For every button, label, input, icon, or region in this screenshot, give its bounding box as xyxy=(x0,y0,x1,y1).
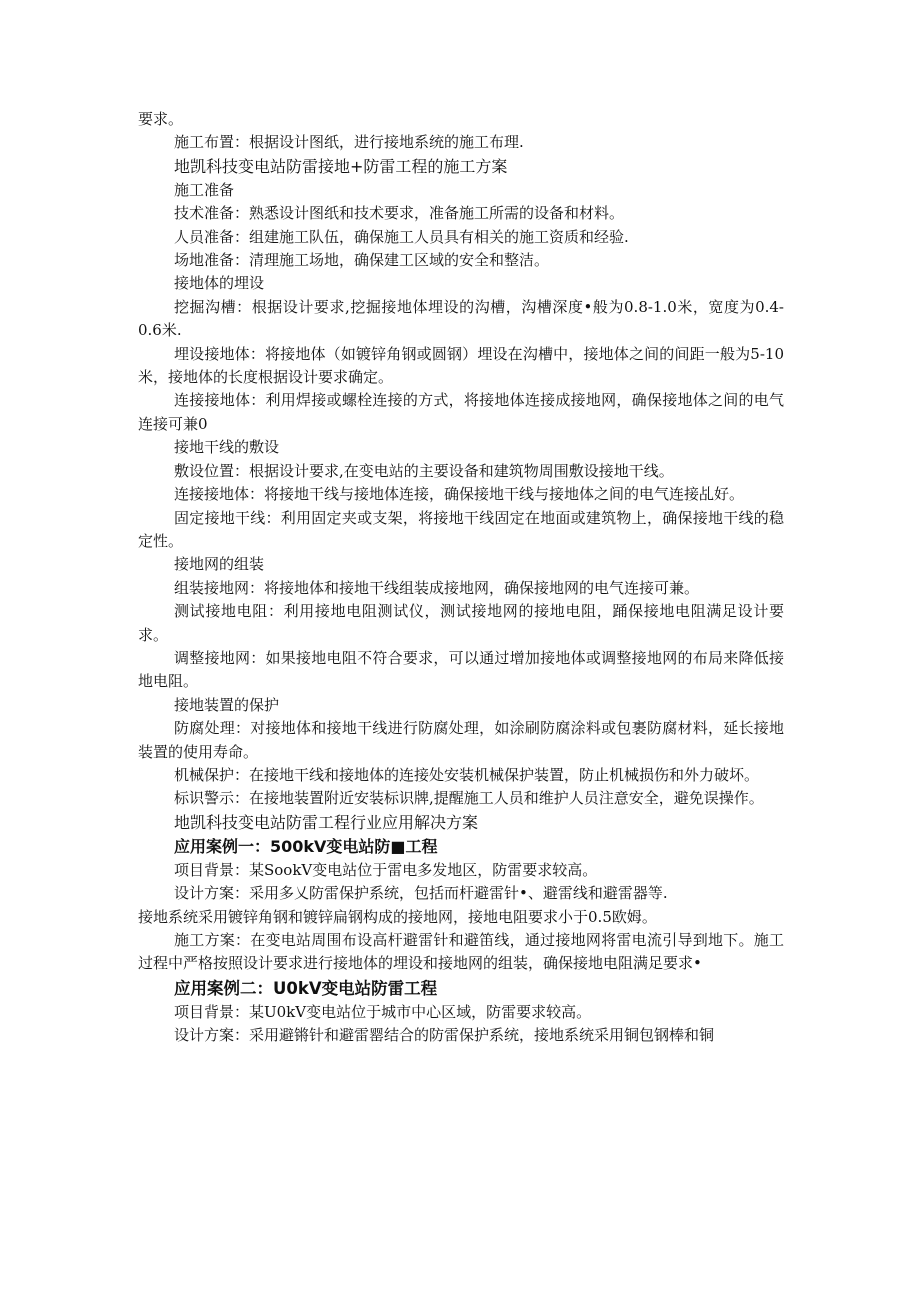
paragraph: 挖掘沟槽：根据设计要求,挖掘接地体埋设的沟槽，沟槽深度•般为0.8-1.0米，宽度为0.4-0.6米. xyxy=(138,297,784,340)
paragraph: 人员准备：组建施工队伍，确保施工人员具有相关的施工资质和经验. xyxy=(174,227,629,246)
paragraph: 组装接地网：将接地体和接地干线组装成接地网，确保接地网的电气连接可兼。 xyxy=(174,578,700,597)
subheading: 接地体的埋设 xyxy=(174,274,265,293)
subheading: 接地装置的保护 xyxy=(174,695,280,714)
subheading: 施工准备 xyxy=(174,180,235,199)
case-heading: 应用案例二：U0kV变电站防雷工程 xyxy=(174,978,438,998)
paragraph: 连接接地体：将接地干线与接地体连接，确保接地干线与接地体之间的电气连接乩好。 xyxy=(174,485,745,504)
paragraph: 测试接地电阻：利用接地电阻测试仪，测试接地网的接地电阻，踊保接地电阻满足设计要求。 xyxy=(138,602,784,644)
paragraph: 设计方案：采用多乂防雷保护系统，包括而杆避雷针•、避雷线和避雷器等. xyxy=(174,884,668,903)
paragraph: 要求。 xyxy=(138,110,184,128)
paragraph: 埋设接地体：将接地体（如镀锌角钢或圆钢）埋设在沟槽中，接地体之间的间距一般为5-10米，接地体的长度根据设计要求确定。 xyxy=(138,344,784,387)
paragraph: 接地系统采用镀锌角钢和镀锌扁钢构成的接地网，接地电阻要求小于0.5欧姆。 xyxy=(138,907,657,926)
paragraph: 固定接地干线：利用固定夹或支架，将接地干线固定在地面或建筑物上，确保接地干线的稳定性。 xyxy=(138,508,784,550)
paragraph: 技术准备：熟悉设计图纸和技术要求，准备施工所需的设备和材料。 xyxy=(174,204,625,223)
subheading: 接地干线的敷设 xyxy=(174,438,280,457)
case-heading: 应用案例一：500kV变电站防■工程 xyxy=(174,836,438,856)
paragraph: 防腐处理：对接地体和接地干线进行防腐处理，如涂刷防腐涂料或包裹防腐材料，延长接地装置的使用寿命。 xyxy=(138,719,784,761)
paragraph: 施工方案：在变电站周围布设高杆避雷针和避笛线，通过接地网将雷电流引导到地下。施工过程中严格按照设计要求进行接地体的埋设和接地网的组装，确保接地电阻满足要求• xyxy=(138,931,784,973)
document-body xyxy=(138,108,784,1048)
paragraph: 调整接地网：如果接地电阻不符合要求，可以通过增加接地体或调整接地网的布局来降低接地电阻。 xyxy=(138,648,784,691)
paragraph: 连接接地体：利用焊接或螺栓连接的方式，将接地体连接成接地网，确保接地体之间的电气连接可兼0 xyxy=(138,391,784,433)
paragraph: 项目背景：某U0kV变电站位于城市中心区域，防雷要求较高。 xyxy=(174,1002,592,1021)
paragraph: 施工布置：根据设计图纸，进行接地系统的施工布理. xyxy=(174,133,524,152)
paragraph: 敷设位置：根据设计要求,在变电站的主要设备和建筑物周围敷设接地干线。 xyxy=(174,461,674,480)
section-heading: 地凯科技变电站防雷工程行业应用解决方案 xyxy=(174,812,479,832)
paragraph: 项目背景：某SookV变电站位于雷电多发地区，防雷要求较高。 xyxy=(174,860,598,879)
paragraph: 机械保护：在接地干线和接地体的连接处安装机械保护装置，防止机械损伤和外力破坏。 xyxy=(174,765,760,784)
paragraph: 标识警示：在接地装置附近安装标识牌,提醒施工人员和维护人员注意安全，避免误操作。 xyxy=(174,789,764,808)
paragraph: 设计方案：采用避锵针和避雷罂结合的防雷保护系统，接地系统采用铜包钢棒和铜 xyxy=(174,1026,715,1045)
paragraph: 场地准备：清理施工场地，确保建工区域的安全和整洁。 xyxy=(174,251,550,270)
section-heading: 地凯科技变电站防雷接地+防雷工程的施工方案 xyxy=(174,156,508,176)
subheading: 接地网的组装 xyxy=(174,555,265,574)
